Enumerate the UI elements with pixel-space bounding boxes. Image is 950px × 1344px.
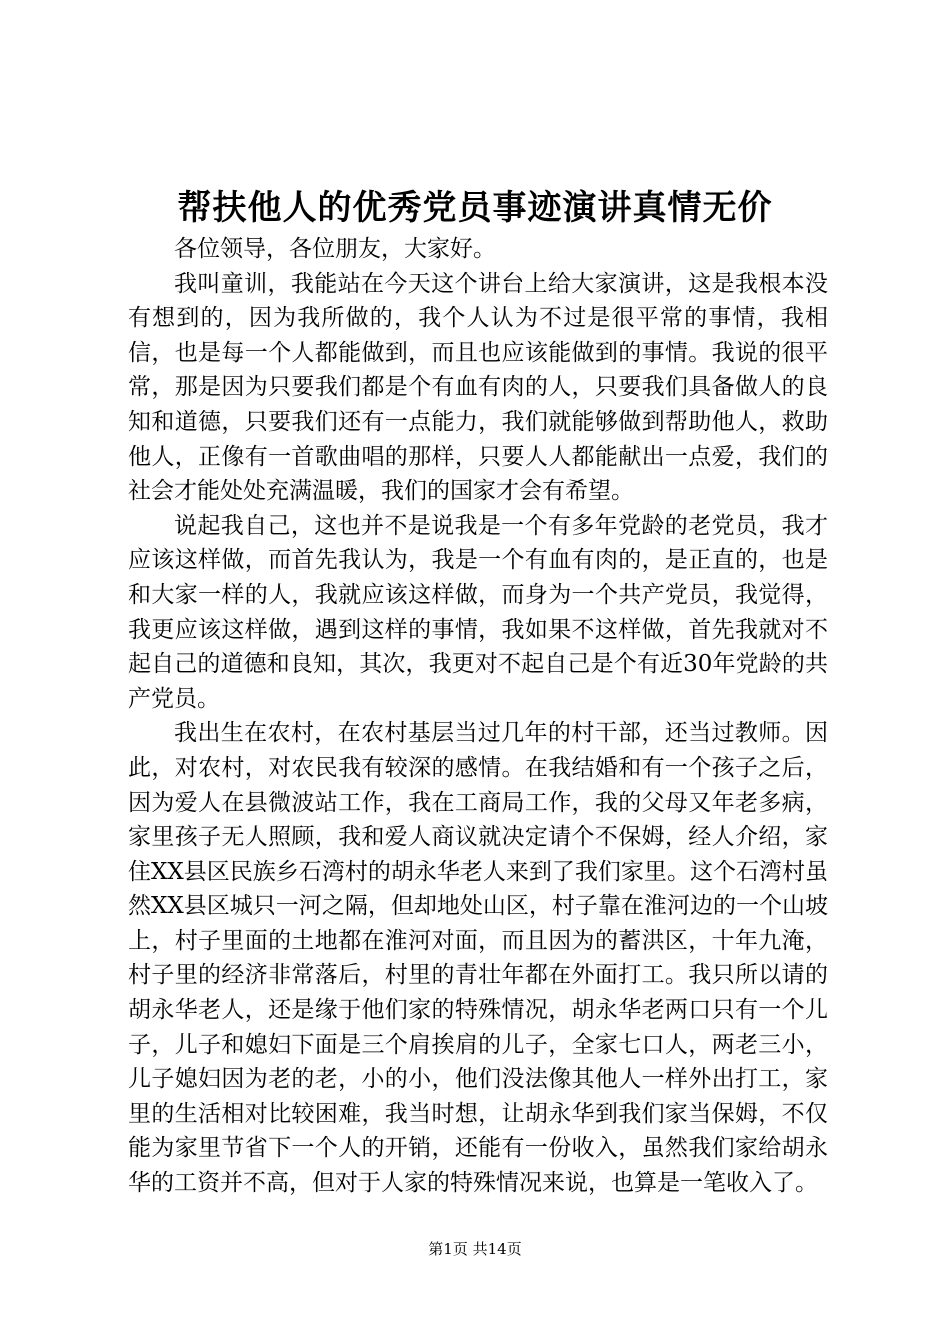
- paragraph-party-member: 说起我自己，这也并不是说我是一个有多年党龄的老党员，我才应该这样做，而首先我认为，我是一个有血有肉的，是正直的，也是和大家一样的人，我就应该这样做，而身为一个共产党员，我觉得，我更应该这样做，遇到这样的事情，我如果不这样做，首先我就对不起自己的道德和良知，其次，我更对不起自己是个有近30年党龄的共产党员。: [128, 512, 828, 712]
- paragraph-introduction: 我叫童训，我能站在今天这个讲台上给大家演讲，这是我根本没有想到的，因为我所做的，我个人认为不过是很平常的事情，我相信，也是每一个人都能做到，而且也应该能做到的事情。我说的很平常，那是因为只要我们都是个有血有肉的人，只要我们具备做人的良知和道德，只要我们还有一点能力，我们就能够做到帮助他人，救助他人，正像有一首歌曲唱的那样，只要人人都能献出一点爱，我们的社会才能处处充满温暖，我们的国家才会有希望。: [128, 270, 828, 505]
- page-number-footer: 第1页 共14页: [428, 1240, 522, 1258]
- paragraph-background: 我出生在农村，在农村基层当过几年的村干部，还当过教师。因此，对农村，对农民我有较深的感情。在我结婚和有一个孩子之后，因为爱人在县微波站工作，我在工商局工作，我的父母又年老多病，家里孩子无人照顾，我和爱人商议就决定请个不保姆，经人介绍，家住XX县区民族乡石湾村的胡永华老人来到了我们家里。这个石湾村虽然XX县区城只一河之隔，但却地处山区，村子靠在淮河边的一个山坡上，村子里面的土地都在淮河对面，而且因为的蓄洪区，十年九淹，村子里的经济非常落后，村里的青壮年都在外面打工。我只所以请的胡永华老人，还是缘于他们家的特殊情况，胡永华老两口只有一个儿子，儿子和媳妇下面是三个肩挨肩的儿子，全家七口人，两老三小，儿子媳妇因为老的老，小的小，他们没法像其他人一样外出打工，家里的生活相对比较困难，我当时想，让胡永华到我们家当保姆，不仅能为家里节省下一个人的开销，还能有一份收入，虽然我们家给胡永华的工资并不高，但对于人家的特殊情况来说，也算是一笔收入了。: [128, 720, 828, 1197]
- document-title: 帮扶他人的优秀党员事迹演讲真情无价: [177, 188, 773, 228]
- document-body: [128, 232, 828, 1201]
- paragraph-greeting: 各位领导，各位朋友，大家好。: [174, 236, 496, 262]
